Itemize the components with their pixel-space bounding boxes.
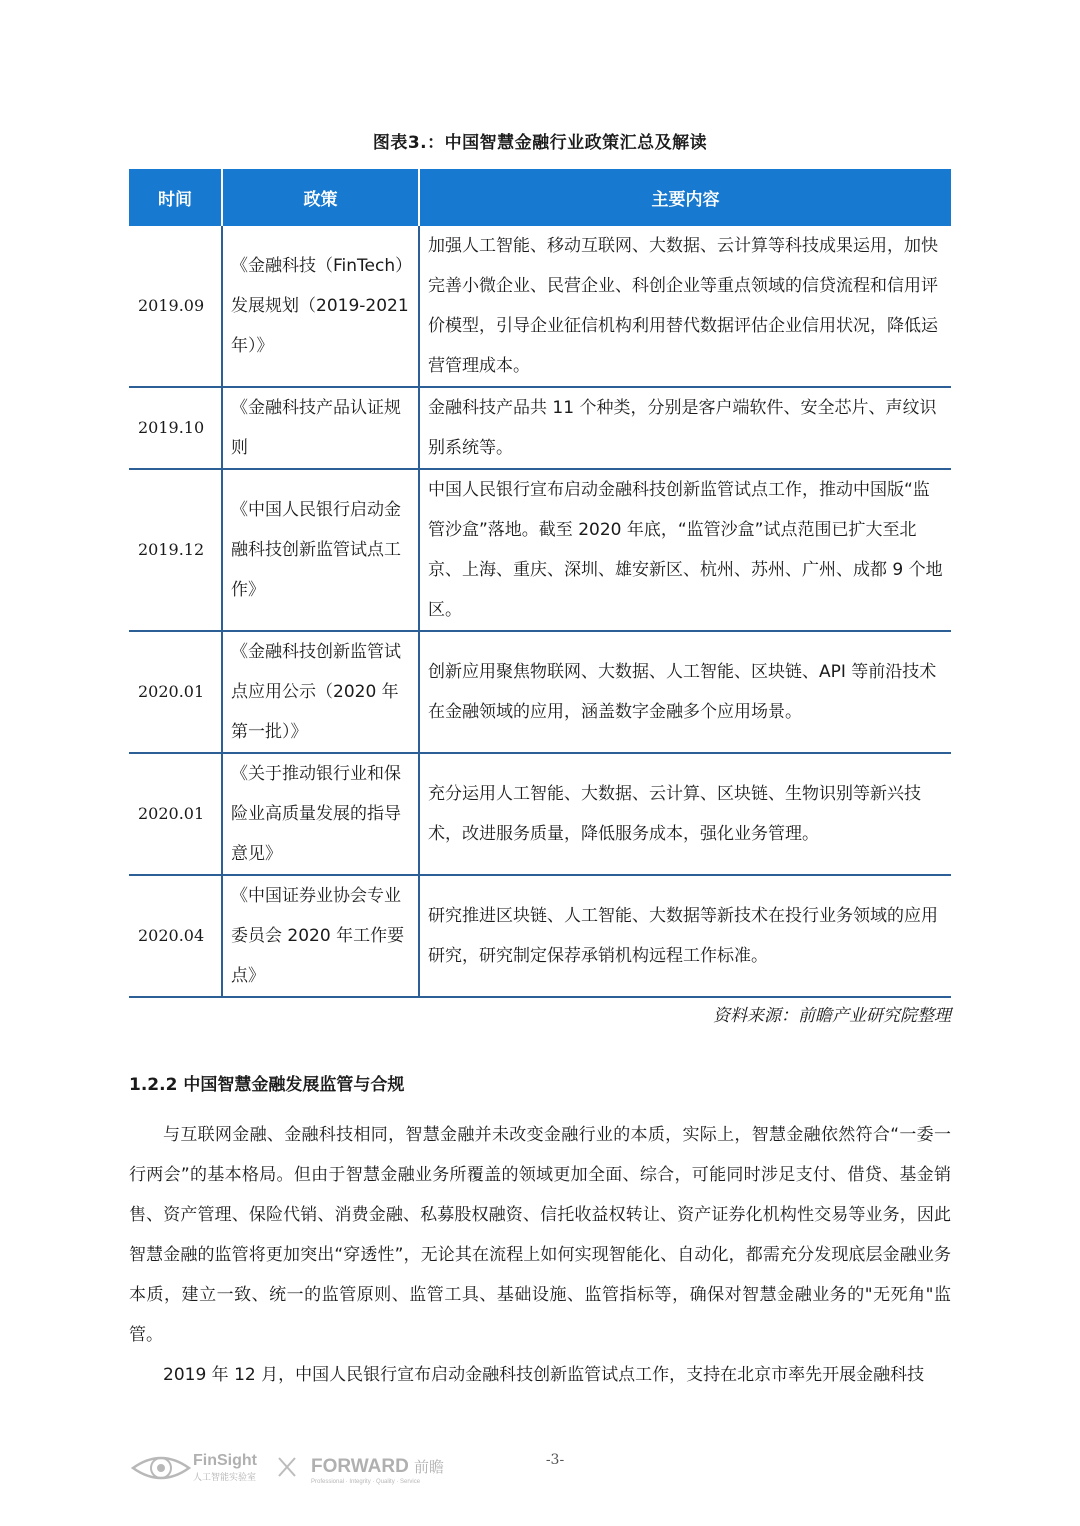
table-row bbox=[129, 631, 951, 753]
table-caption: 图表3.：中国智慧金融行业政策汇总及解读 bbox=[372, 133, 708, 153]
forward-wordmark: FORWARD bbox=[311, 1456, 409, 1477]
section-heading: 1.2.2 中国智慧金融发展监管与合规 bbox=[129, 1075, 405, 1095]
row-date: 2020.04 bbox=[129, 875, 222, 997]
row-content: 创新应用聚焦物联网、大数据、人工智能、区块链、API 等前沿技术在金融领域的应用，涵盖数字金融多个应用场景。 bbox=[419, 631, 951, 753]
forward-cn-wordmark: 前瞻 bbox=[414, 1458, 445, 1476]
row-policy: 《金融科技产品认证规则 bbox=[222, 387, 419, 469]
row-policy: 《中国证券业协会专业委员会 2020 年工作要点》 bbox=[222, 875, 419, 997]
paragraph: 与互联网金融、金融科技相同，智慧金融并未改变金融行业的本质，实际上，智慧金融依然符合“一委一行两会”的基本格局。但由于智慧金融业务所覆盖的领域更加全面、综合，可能同时涉足支付、借贷、基金销售、资产管理、保险代销、消费金融、私募股权融资、信托收益权转让、资产证券化机构性交易等业务，因此智慧金融的监管将更加突出“穿透性”，无论其在流程上如何实现智能化、自动化，都需充分发现底层金融业务本质，建立一致、统一的监管原则、监管工具、基础设施、监管指标等，确保对智慧金融业务的"无死角"监管。 bbox=[129, 1125, 951, 1345]
row-content: 加强人工智能、移动互联网、大数据、云计算等科技成果运用，加快完善小微企业、民营企业、科创企业等重点领域的信贷流程和信用评价模型，引导企业征信机构利用替代数据评估企业信用状况，降低运营管理成本。 bbox=[419, 226, 951, 387]
table-row bbox=[129, 875, 951, 997]
row-policy: 《关于推动银行业和保险业高质量发展的指导意见》 bbox=[222, 753, 419, 875]
table-header-row bbox=[129, 169, 951, 226]
row-date: 2020.01 bbox=[129, 753, 222, 875]
row-date: 2020.01 bbox=[129, 631, 222, 753]
row-content: 研究推进区块链、人工智能、大数据等新技术在投行业务领域的应用研究，研究制定保荐承销机构远程工作标准。 bbox=[419, 875, 951, 997]
source-note: 资料来源：前瞻产业研究院整理 bbox=[713, 1006, 951, 1026]
table-row bbox=[129, 753, 951, 875]
body-text bbox=[129, 1115, 951, 1395]
row-policy: 《金融科技（FinTech）发展规划（2019-2021年）》 bbox=[222, 226, 419, 387]
row-policy: 《中国人民银行启动金融科技创新监管试点工作》 bbox=[222, 469, 419, 631]
row-content: 充分运用人工智能、大数据、云计算、区块链、生物识别等新兴技术，改进服务质量，降低服务成本，强化业务管理。 bbox=[419, 753, 951, 875]
header-time: 时间 bbox=[129, 169, 222, 226]
row-date: 2019.10 bbox=[129, 387, 222, 469]
row-date: 2019.09 bbox=[138, 296, 205, 315]
policy-table bbox=[129, 169, 951, 998]
paragraph: 2019 年 12 月，中国人民银行宣布启动金融科技创新监管试点工作，支持在北京市率先开展金融科技 bbox=[163, 1365, 925, 1385]
finsight-subtitle: 人工智能实验室 bbox=[193, 1473, 257, 1483]
forward-tagline: Professional · Integrity · Quality · Service bbox=[311, 1479, 421, 1485]
row-date: 2019.12 bbox=[129, 469, 222, 631]
row-content: 金融科技产品共 11 个种类，分别是客户端软件、安全芯片、声纹识别系统等。 bbox=[419, 387, 951, 469]
header-content: 主要内容 bbox=[419, 169, 951, 226]
row-policy: 《金融科技创新监管试点应用公示（2020 年第一批）》 bbox=[222, 631, 419, 753]
table-row bbox=[129, 469, 951, 631]
header-policy: 政策 bbox=[222, 169, 419, 226]
row-content: 中国人民银行宣布启动金融科技创新监管试点工作，推动中国版“监管沙盒”落地。截至 2020 年底，“监管沙盒”试点范围已扩大至北京、上海、重庆、深圳、雄安新区、杭州、苏州、广州、成都 9 个地区。 bbox=[419, 469, 951, 631]
table-row bbox=[129, 387, 951, 469]
page-number: -3- bbox=[545, 1452, 565, 1468]
table-row bbox=[129, 226, 951, 387]
finsight-wordmark: FinSight bbox=[193, 1452, 257, 1469]
